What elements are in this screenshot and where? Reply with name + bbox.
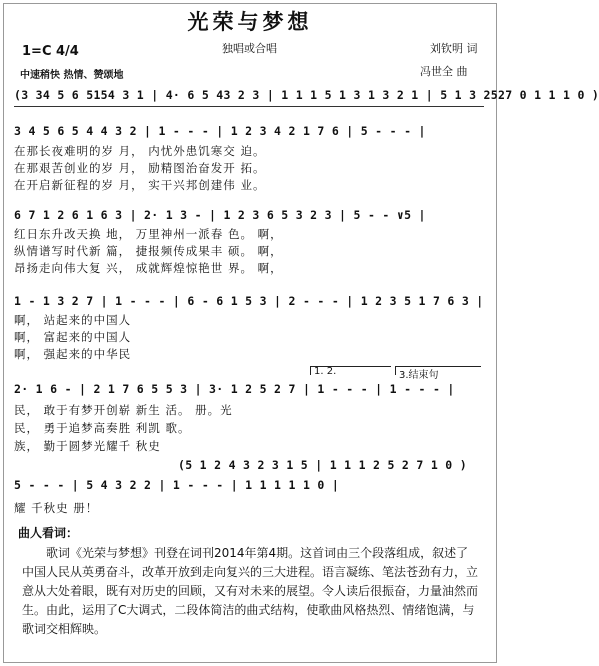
notation-line-5: 5 - - - | 5 4 3 2 2 | 1 - - - | 1 1 1 1 1 0 | xyxy=(14,478,340,492)
lyric-verse-1: 在那长夜难明的岁 月， 内忧外患饥寒交 迫。 xyxy=(14,144,266,158)
lyric-verse-2: 在那艰苦创业的岁 月， 励精图治奋发开 拓。 xyxy=(14,161,266,175)
notation-line-3: 1 - 1 3 2 7 | 1 - - - | 6 - 6 1 5 3 | 2 - - - | 1 2 3 5 1 7 6 3 | xyxy=(14,294,484,308)
lyric-verse-1: 啊， 站起来的中国人 xyxy=(14,313,132,327)
notation-line-4: 2· 1 6 - | 2 1 7 6 5 5 3 | 3· 1 2 5 2 7 | 1 - - - | 1 - - - | xyxy=(14,382,455,396)
staff-divider xyxy=(14,106,484,107)
lyric-verse-1: 民， 敢于有梦开创崭 新生 活。 册。光 xyxy=(14,403,233,417)
notation-line-2: 6 7 1 2 6 1 6 3 | 2· 1 3 - | 1 2 3 6 5 3 2 3 | 5 - - ∨5 | xyxy=(14,208,426,222)
lyricist-credit: 刘钦明 词 xyxy=(430,42,478,55)
volta-1-label: 1. 2. xyxy=(314,366,337,377)
composer-credit: 冯世全 曲 xyxy=(420,65,468,78)
lyric-verse-3: 在开启新征程的岁 月， 实干兴邦创建伟 业。 xyxy=(14,178,266,192)
lyric-verse-2: 民， 勇于追梦高奏胜 利凯 歌。 xyxy=(14,421,191,435)
notation-line-1: 3 4 5 6 5 4 4 3 2 | 1 - - - | 1 2 3 4 2 1 7 6 | 5 - - - | xyxy=(14,124,426,138)
tempo-marking: 中速稍快 热情、赞颂地 xyxy=(20,70,124,81)
lyric-verse-2: 纵情谱写时代新 篇， 捷报频传成果丰 硕。 啊， xyxy=(14,244,283,258)
commentary-heading: 曲人看词： xyxy=(18,526,79,540)
commentary-text: 歌词《光荣与梦想》刊登在词刊2014年第4期。这首词由三个段落组成，叙述了中国人民从英勇奋斗，改革开放到走向复兴的三大进程。语言凝练、笔法苍劲有力，立意从大处着眼，既有对历史的回顾，又有对未来的展望。令人读后很振奋，力量油然而生。由此，运用了C大调式，二段体简洁的曲式结构，使歌曲风格热烈、情绪饱满，与歌词交相辉映。 xyxy=(22,546,479,636)
volta-2-label: 3.结束句 xyxy=(399,370,439,381)
song-title: 光荣与梦想 xyxy=(187,9,313,34)
lyric-verse-3: 昂扬走向伟大复 兴， 成就辉煌惊艳世 界。 啊， xyxy=(14,261,283,275)
lyric-verse-3: 族， 勤于圆梦光耀千 秋史 xyxy=(14,439,161,453)
notation-line-intro: (3 34 5 6 5154 3 1 | 4· 6 5 43 2 3 | 1 1 1 5 1 3 1 3 2 1 | 5 1 3 2527 0 1 1 1 0 ) xyxy=(14,88,599,102)
lyric-verse-1: 红日东升改天换 地， 万里神州一派春 色。 啊， xyxy=(14,227,283,241)
key-signature: 1=C 4/4 xyxy=(22,44,79,59)
notation-line-5-upper: (5 1 2 4 3 2 3 1 5 | 1 1 1 2 5 2 7 1 0 ) xyxy=(178,458,467,472)
lyric-ending: 耀 千秋史 册！ xyxy=(14,501,99,515)
lyric-verse-3: 啊， 强起来的中华民 xyxy=(14,347,132,361)
performance-note: 独唱或合唱 xyxy=(222,42,277,55)
lyric-verse-2: 啊， 富起来的中国人 xyxy=(14,330,132,344)
